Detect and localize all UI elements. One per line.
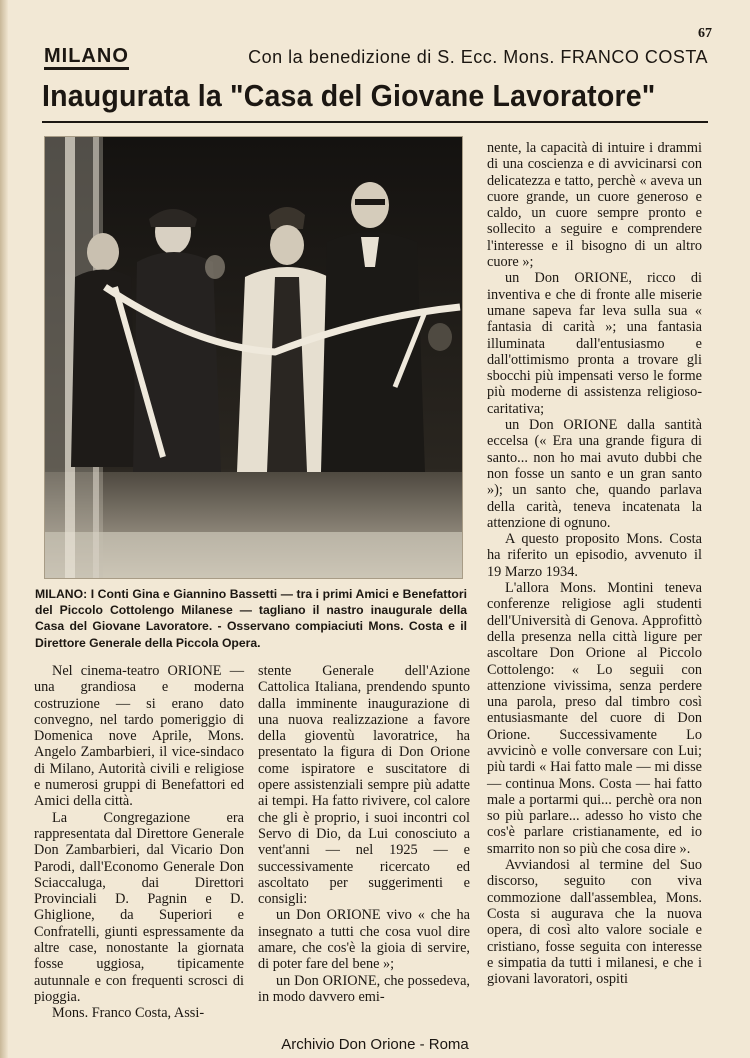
article-subtitle: Con la benedizione di S. Ecc. Mons. FRANCO COSTA — [248, 47, 708, 67]
article-headline: Inaugurata la "Casa del Giovane Lavoratore" — [42, 78, 656, 113]
article-column-2 — [258, 663, 470, 1005]
paragraph: Nel cinema-teatro ORIONE — una grandiosa e moderna costruzione — si erano dato convegno, nel tardo pomeriggio di Domenica nove Aprile, Mons. Angelo Zambarbieri, il vice-sindaco di Milano, Autorità civili e religiose e numerosi gruppi di Benefattori ed Amici della città. — [34, 663, 244, 810]
paragraph: L'allora Mons. Montini teneva conferenze religiose agli studenti dell'Università di Genova. Approfittò della presenza nella città ligure per ascoltare Don Orione al Piccolo Cottolengo: « Lo seguii con attenzione vivissima, senza perdere una parola, preso dal timbro così entusiasmante del cuore di Don Orione. Successivamente Lo avvicinò e volle conversare con Lui; più tardi « Hai fatto male — mi disse — continua Mons. Costa — hai fatto male a portarmi qui... perchè ora non so più parlare... adesso ho visto che cos'è parlare cristianamente, ed io smarrito non so più che cosa dire ». — [487, 580, 702, 857]
paragraph: nente, la capacità di intuire i drammi di una coscienza e di avvicinarsi con delicatezza e tatto, perchè « aveva un cuore grande, un cuore generoso e caldo, un cuore sempre pronto e sollecito a seguire e comprendere l'interesse e il bisogno di un altro cuore »; — [487, 140, 702, 271]
section-label: MILANO — [44, 46, 129, 70]
ribbon-cutting-photo — [45, 137, 462, 578]
article-column-1 — [34, 663, 244, 1022]
page-binding-shadow — [0, 0, 8, 1058]
paragraph: un Don ORIONE dalla santità eccelsa (« Era una grande figura di santo... non ho mai avuto dubbi che non fosse un santo e un gran santo »); un santo che, quando parlava della carità, teneva incatenata la attenzione di ognuno. — [487, 417, 702, 531]
paragraph: A questo proposito Mons. Costa ha riferito un episodio, avvenuto il 19 Marzo 1934. — [487, 531, 702, 580]
paragraph: Avviandosi al termine del Suo discorso, seguito con viva commozione dall'assemblea, Mons. Costa si augurava che la nuova opera, di così alto valore sociale e cristiano, fosse seguita con interesse e simpatia da tutti i milanesi, e che i giovani lavoratori, ospiti — [487, 857, 702, 988]
article-column-3 — [487, 140, 702, 987]
paragraph: un Don ORIONE vivo « che ha insegnato a tutti che cosa vuol dire amare, che cos'è la gioia di servire, di poter fare del bene »; — [258, 907, 470, 973]
paragraph: stente Generale dell'Azione Cattolica Italiana, prendendo spunto dalla imminente inaugurazione di una nuova realizzazione a favore della gioventù lavoratrice, ha presentato la figura di Don Orione come ispiratore e suscitatore di opere assistenziali sempre più adatte ai tempi. Ha fatto rivivere, col calore che gli è proprio, i suoi incontri col Servo di Dio, da Lui conosciuto a vent'anni — nel 1925 — e successivamente ricercato ed ascoltato per suggerimenti e consigli: — [258, 663, 470, 908]
photo-illustration — [45, 137, 462, 578]
article-header — [44, 46, 708, 70]
archive-footer: Archivio Don Orione - Roma — [281, 1036, 469, 1053]
photo-caption: MILANO: I Conti Gina e Giannino Bassetti — tra i primi Amici e Benefattori del Piccolo Cottolengo Milanese — tagliano il nastro inaugurale della Casa del Giovane Lavoratore. - Osservano compiaciuti Mons. Costa e il Direttore Generale della Piccola Opera. — [35, 587, 467, 650]
headline-rule — [42, 121, 708, 123]
page-number: 67 — [698, 26, 712, 41]
paragraph: un Don ORIONE, ricco di inventiva e che di fronte alle miserie umane sapeva far leva sulla sua « fantasia di carità »; una fantasia illuminata dall'entusiasmo e dall'ottimismo pronta a trovare gli sbocchi più impensati verso le forme più moderne di assistenza religioso-caritativa; — [487, 270, 702, 417]
paragraph: La Congregazione era rappresentata dal Direttore Generale Don Zambarbieri, dal Vicario Don Parodi, dall'Economo Generale Don Sciaccaluga, dai Direttori Provinciali D. Pagnin e D. Ghiglione, da Superiori e Confratelli, giunti espressamente da altre case, nonostante la giornata fosse uggiosa, tipicamente autunnale e con frequenti scrosci di pioggia. — [34, 809, 244, 1005]
paragraph: Mons. Franco Costa, Assi- — [52, 1005, 205, 1022]
paragraph: un Don ORIONE, che possedeva, in modo davvero emi- — [258, 972, 470, 1005]
